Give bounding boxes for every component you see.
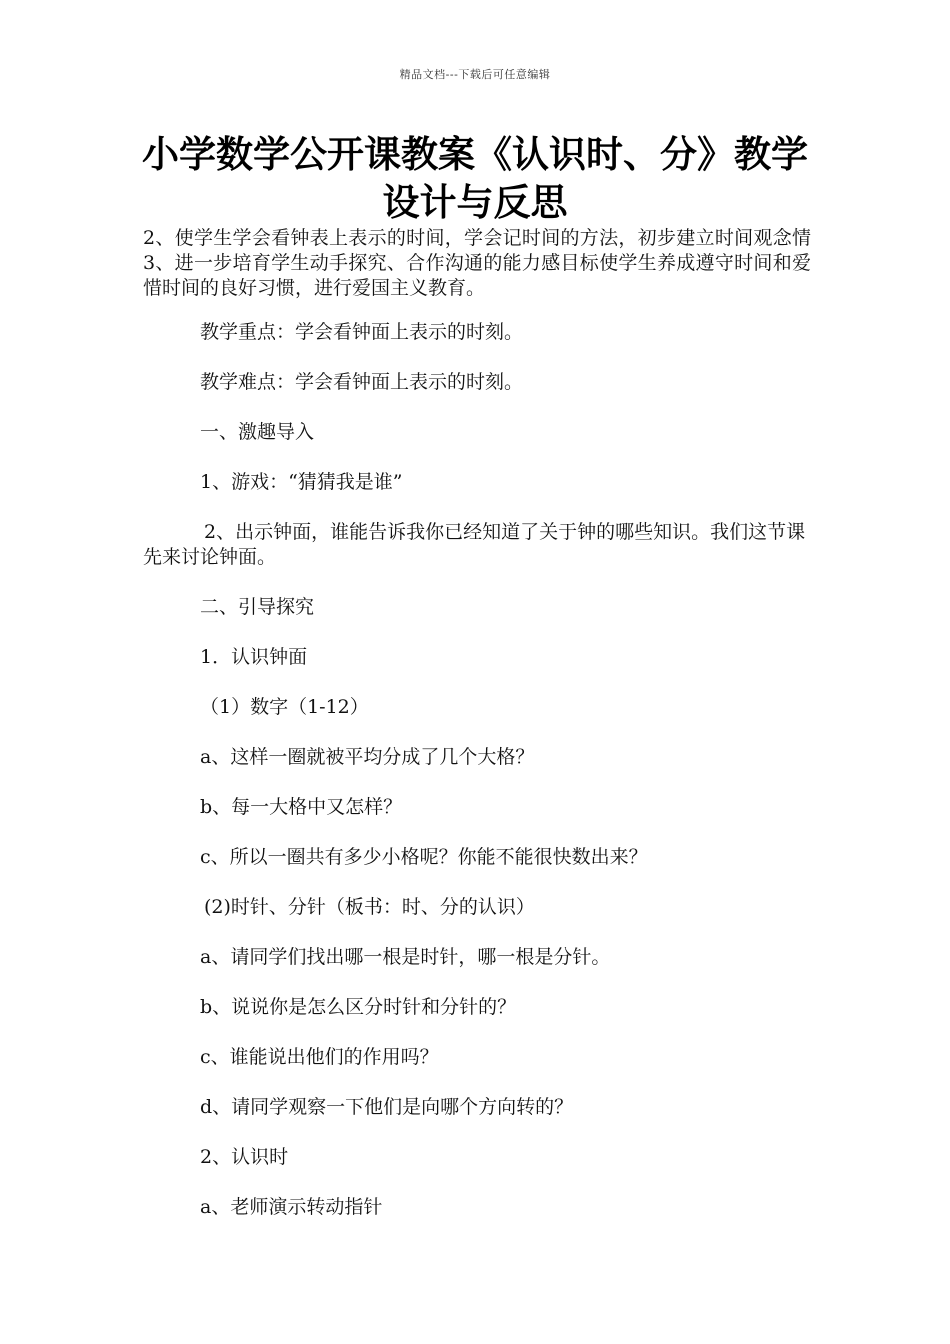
document-title: 小学数学公开课教案《认识时、分》教学设计与反思 [142,132,808,224]
section2-heading: 二、引导探究 [200,596,315,618]
document-body [143,320,811,1220]
s2-sub1-c: c、所以一圈共有多少小格呢？你能不能很快数出来？ [200,846,648,868]
s1-item1: 1、游戏：“猜猜我是谁” [200,471,403,493]
s2-item2: 2、认识时 [200,1146,289,1168]
s1-item2: 2、出示钟面，谁能告诉我你已经知道了关于钟的哪些知识。我们这节课先来讨论钟面。 [143,521,806,568]
s2-item1: 1．认识钟面 [200,646,308,668]
difficult-point: 教学难点：学会看钟面上表示的时刻。 [200,371,524,393]
s2-sub2-d: d、请同学观察一下他们是向哪个方向转的？ [200,1096,574,1118]
s2-item2-a: a、老师演示转动指针 [200,1196,383,1218]
intro-text: 2、使学生学会看钟表上表示的时间，学会记时间的方法，初步建立时间观念情 3、进一步培育学生动手探究、合作沟通的能力感目标使学生养成遵守时间和爱惜时间的良好习惯，进行爱国主义教育。 [143,227,811,299]
s2-sub1: （1）数字（1-12） [200,696,369,718]
s2-sub1-b: b、每一大格中又怎样？ [200,796,403,818]
page-header: 精品文档---下载后可任意编辑 [399,68,551,81]
s2-sub2: (2)时针、分针（板书：时、分的认识） [204,896,535,918]
key-point: 教学重点：学会看钟面上表示的时刻。 [200,321,524,343]
s2-sub2-a: a、请同学们找出哪一根是时针，哪一根是分针。 [200,946,611,968]
s2-sub1-a: a、这样一圈就被平均分成了几个大格？ [200,746,535,768]
s2-sub2-b: b、说说你是怎么区分时针和分针的？ [200,996,517,1018]
intro-paragraph [143,226,811,301]
s2-sub2-c: c、谁能说出他们的作用吗？ [200,1046,439,1068]
section1-heading: 一、激趣导入 [200,421,315,443]
